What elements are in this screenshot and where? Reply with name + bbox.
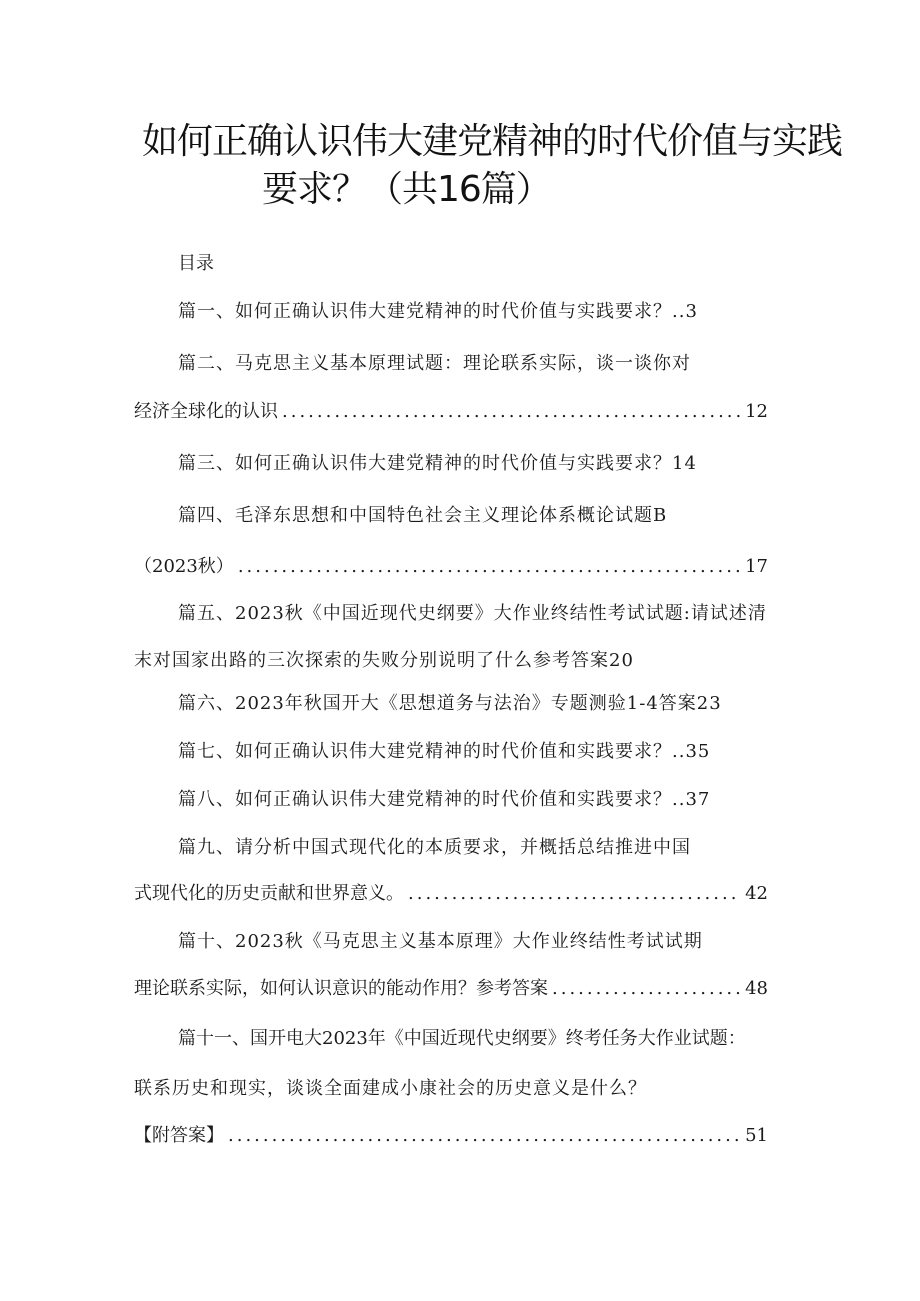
toc-entry-10-line-2 [134,975,768,1003]
toc-entry-6: 篇六、2023年秋国开大《思想道务与法治》专题测验1-4答案23 [178,693,722,714]
toc-entry-text: 式现代化的历史贡献和世界意义。 [134,883,404,904]
dot-leader [282,398,741,426]
toc-entry-3: 篇三、如何正确认识伟大建党精神的时代价值与实践要求？14 [178,453,697,474]
toc-entry-7: 篇七、如何正确认识伟大建党精神的时代价值和实践要求？..35 [178,741,711,762]
dot-leader [552,975,741,1003]
toc-entry-11-line-3 [134,1122,768,1150]
toc-entry-9-line-2 [134,880,768,908]
toc-entry-4-line-2 [134,553,768,581]
toc-entry-5-line-2: 末对国家出路的三次探索的失败分别说明了什么参考答案20 [134,650,634,671]
toc-entry-4-line-1: 篇四、毛泽东思想和中国特色社会主义理论体系概论试题B [178,505,668,526]
toc-entry-11-line-1: 篇十一、国开电大2023年《中国近现代史纲要》终考任务大作业试题： [178,1028,746,1049]
dot-leader [228,1122,741,1150]
toc-entry-5-line-1: 篇五、2023秋《中国近现代史纲要》大作业终结性考试试题:请试述清 [178,603,767,624]
toc-page-number: 12 [745,401,768,422]
toc-entry-1: 篇一、如何正确认识伟大建党精神的时代价值与实践要求？..3 [178,301,698,322]
document-title-line-1: 如何正确认识伟大建党精神的时代价值与实践 [142,121,843,162]
toc-entry-text: 【附答案】 [134,1125,224,1146]
toc-entry-2-line-2 [134,398,768,426]
toc-entry-text: （2023秋） [134,556,234,577]
toc-entry-text: 理论联系实际，如何认识意识的能动作用？参考答案 [134,978,548,999]
toc-page-number: 42 [745,883,768,904]
toc-entry-11-line-2: 联系历史和现实，谈谈全面建成小康社会的历史意义是什么？ [134,1078,647,1099]
toc-entry-text: 经济全球化的认识 [134,401,278,422]
toc-page-number: 17 [745,556,768,577]
dot-leader [238,553,741,581]
toc-entry-10-line-1: 篇十、2023秋《马克思主义基本原理》大作业终结性考试试期 [178,931,703,952]
toc-page-number: 51 [745,1125,768,1146]
dot-leader [408,880,741,908]
toc-entry-2-line-1: 篇二、马克思主义基本原理试题：理论联系实际，谈一谈你对 [178,353,691,374]
document-title-line-2: 要求？（共16篇） [262,169,551,210]
toc-entry-8: 篇八、如何正确认识伟大建党精神的时代价值和实践要求？..37 [178,789,711,810]
toc-page-number: 48 [745,978,768,999]
toc-heading: 目录 [178,253,214,274]
toc-entry-9-line-1: 篇九、请分析中国式现代化的本质要求，并概括总结推进中国 [178,837,691,858]
